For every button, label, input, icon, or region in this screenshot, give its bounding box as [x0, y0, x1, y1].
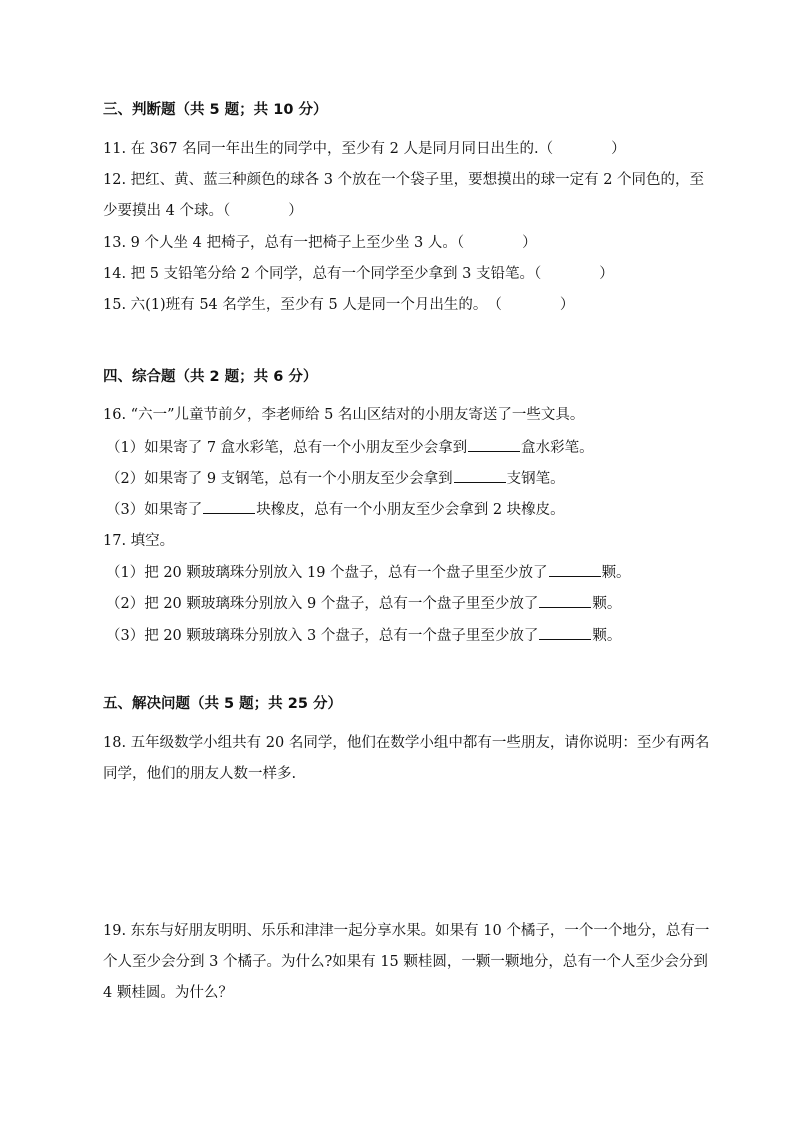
question-16-part-3: [106, 499, 565, 520]
q16-p1-text-b: 盒水彩笔。: [521, 440, 594, 456]
answer-blank[interactable]: [549, 562, 601, 577]
q16-p3-text-b: 块橡皮，总有一个小朋友至少会拿到 2 块橡皮。: [256, 502, 565, 518]
q16-p3-text-a: （3）如果寄了: [106, 502, 203, 518]
section-5-heading: 五、解决问题（共 5 题；共 25 分）: [103, 696, 342, 712]
q17-p1-text-a: （1）把 20 颗玻璃珠分别放入 19 个盘子，总有一个盘子里至少放了: [106, 565, 548, 581]
question-18-line-2: 同学，他们的朋友人数一样多.: [103, 766, 297, 782]
q17-p1-text-b: 颗。: [601, 565, 631, 581]
section-3-heading: 三、判断题（共 5 题；共 10 分）: [103, 102, 328, 118]
q17-p2-text-a: （2）把 20 颗玻璃珠分别放入 9 个盘子，总有一个盘子里至少放了: [106, 596, 539, 612]
question-12-line-2: 少要摸出 4 个球。（ ）: [103, 203, 303, 219]
question-19-line-3: 4 颗桂圆。为什么？: [103, 985, 233, 1001]
question-15: 15. 六(1)班有 54 名学生，至少有 5 人是同一个月出生的。 （ ）: [103, 297, 575, 313]
q16-p2-text-b: 支钢笔。: [506, 471, 565, 487]
question-19-line-2: 个人至少会分到 3 个橘子。为什么?如果有 15 颗桂圆，一颗一颗地分，总有一个人至少会分到: [103, 954, 708, 970]
question-19-line-1: 19. 东东与好朋友明明、乐乐和津津一起分享水果。如果有 10 个橘子，一个一个地分，总有一: [103, 923, 710, 939]
question-14: 14. 把 5 支铅笔分给 2 个同学，总有一个同学至少拿到 3 支铅笔。（ ）: [103, 266, 614, 282]
question-18-line-1: 18. 五年级数学小组共有 20 名同学，他们在数学小组中都有一些朋友，请你说明：至少有两名: [103, 735, 710, 751]
answer-blank[interactable]: [468, 437, 520, 452]
answer-blank[interactable]: [539, 625, 591, 640]
answer-blank[interactable]: [203, 499, 255, 514]
section-4-heading: 四、综合题（共 2 题；共 6 分）: [103, 369, 318, 385]
question-17-part-1: [106, 562, 631, 583]
question-16-part-1: [106, 437, 594, 458]
question-12-line-1: 12. 把红、黄、蓝三种颜色的球各 3 个放在一个袋子里，要想摸出的球一定有 2 个同色的，至: [103, 172, 705, 188]
answer-blank[interactable]: [454, 468, 506, 483]
question-16-stem: 16. “六一”儿童节前夕，李老师给 5 名山区结对的小朋友寄送了一些文具。: [103, 407, 585, 423]
q16-p2-text-a: （2）如果寄了 9 支钢笔，总有一个小朋友至少会拿到: [106, 471, 453, 487]
question-17-part-3: [106, 625, 621, 646]
question-16-part-2: [106, 468, 565, 489]
question-17-stem: 17. 填空。: [103, 533, 175, 549]
q16-p1-text-a: （1）如果寄了 7 盒水彩笔，总有一个小朋友至少会拿到: [106, 440, 468, 456]
answer-blank[interactable]: [539, 593, 591, 608]
q17-p2-text-b: 颗。: [592, 596, 622, 612]
q17-p3-text-b: 颗。: [592, 628, 622, 644]
question-17-part-2: [106, 593, 621, 614]
q17-p3-text-a: （3）把 20 颗玻璃珠分别放入 3 个盘子，总有一个盘子里至少放了: [106, 628, 539, 644]
question-13: 13. 9 个人坐 4 把椅子，总有一把椅子上至少坐 3 人。（ ）: [103, 235, 537, 251]
question-11: 11. 在 367 名同一年出生的同学中，至少有 2 人是同月同日出生的.（ ）: [103, 141, 626, 157]
